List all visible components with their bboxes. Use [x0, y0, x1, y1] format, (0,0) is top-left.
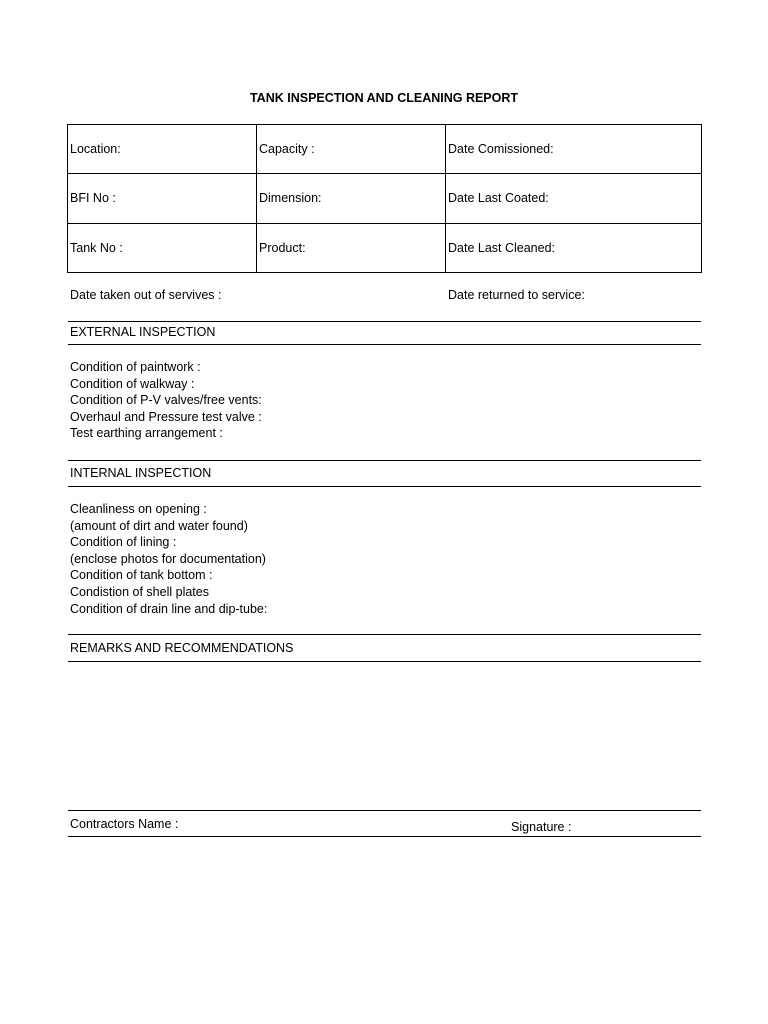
- external-inspection-list: [70, 359, 262, 442]
- list-item: Condition of walkway :: [70, 376, 195, 391]
- remarks-area[interactable]: [68, 670, 701, 806]
- date-commissioned-cell[interactable]: Date Comissioned:: [446, 125, 702, 174]
- dimension-cell[interactable]: Dimension:: [257, 174, 446, 223]
- list-item: Condition of lining :: [70, 535, 177, 550]
- contractor-name-label: Contractors Name :: [70, 817, 179, 831]
- divider: [68, 836, 701, 837]
- divider: [68, 460, 701, 461]
- list-item: Condition of P-V valves/free vents:: [70, 393, 262, 408]
- table-row: [68, 125, 702, 174]
- date-returned-label: Date returned to service:: [448, 288, 585, 302]
- list-item: (enclose photos for documentation): [70, 551, 266, 566]
- tank-no-cell[interactable]: Tank No :: [68, 223, 257, 272]
- list-item: (amount of dirt and water found): [70, 518, 248, 533]
- date-out-of-service-label: Date taken out of servives :: [70, 288, 222, 302]
- location-cell[interactable]: Location:: [68, 125, 257, 174]
- tank-info-table: [67, 124, 702, 273]
- list-item: Condition of paintwork :: [70, 360, 201, 374]
- report-title: TANK INSPECTION AND CLEANING REPORT: [249, 91, 519, 105]
- list-item: Cleanliness on opening :: [70, 502, 207, 516]
- table-row: [68, 174, 702, 223]
- internal-inspection-list: [70, 501, 267, 617]
- divider: [68, 344, 701, 345]
- divider: [68, 321, 701, 322]
- list-item: Condition of drain line and dip-tube:: [70, 601, 268, 616]
- list-item: Condition of tank bottom :: [70, 568, 213, 583]
- divider: [68, 661, 701, 662]
- bfi-no-cell[interactable]: BFI No :: [68, 174, 257, 223]
- list-item: Condistion of shell plates: [70, 584, 209, 599]
- table-row: [68, 223, 702, 272]
- date-last-coated-cell[interactable]: Date Last Coated:: [446, 174, 702, 223]
- external-inspection-heading: EXTERNAL INSPECTION: [70, 325, 216, 339]
- signature-label: Signature :: [511, 820, 572, 834]
- date-last-cleaned-cell[interactable]: Date Last Cleaned:: [446, 223, 702, 272]
- divider: [68, 634, 701, 635]
- divider: [68, 486, 701, 487]
- product-cell[interactable]: Product:: [257, 223, 446, 272]
- list-item: Overhaul and Pressure test valve :: [70, 409, 262, 424]
- list-item: Test earthing arrangement :: [70, 426, 223, 441]
- divider: [68, 810, 701, 811]
- remarks-heading: REMARKS AND RECOMMENDATIONS: [70, 641, 294, 655]
- capacity-cell[interactable]: Capacity :: [257, 125, 446, 174]
- internal-inspection-heading: INTERNAL INSPECTION: [70, 466, 212, 480]
